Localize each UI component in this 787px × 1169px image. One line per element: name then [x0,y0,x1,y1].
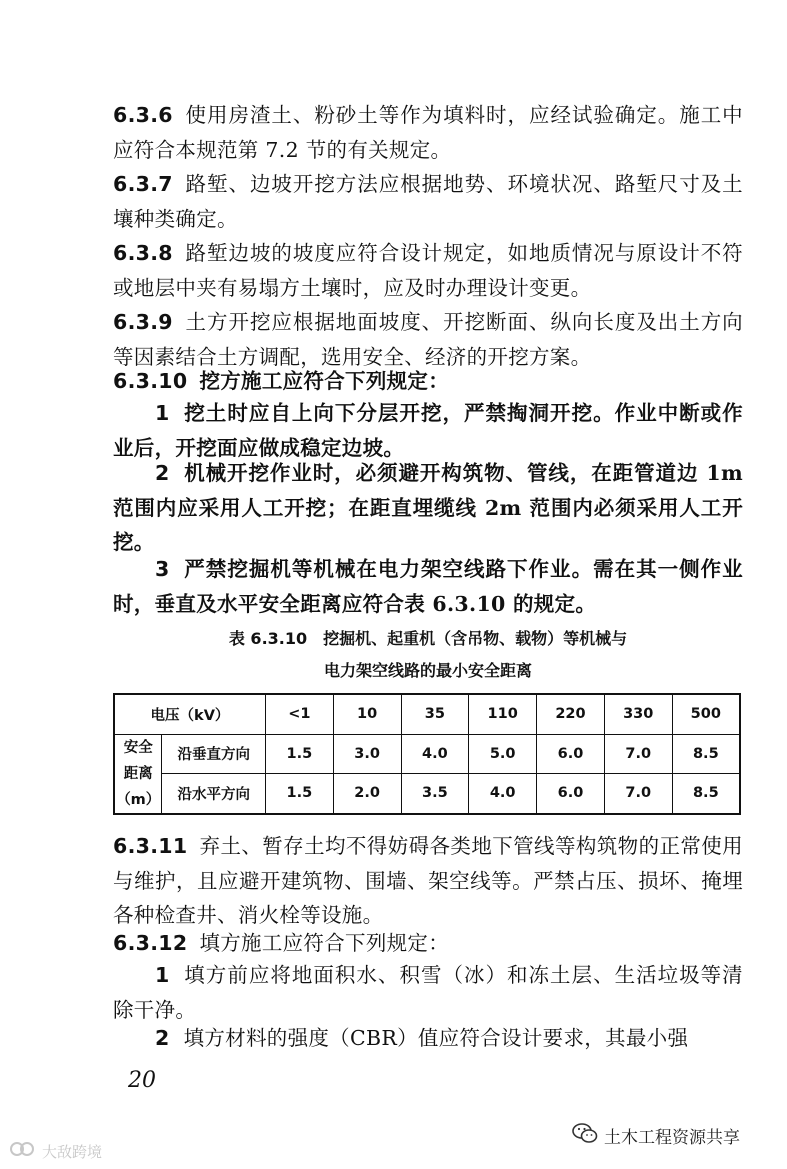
clause-6-3-10-item-1 [113,396,743,465]
item-text: 挖土时应自上向下分层开挖，严禁掏洞开挖。作业中断或作业后，开挖面应做成稳定边坡。 [113,401,743,460]
clause-6-3-11 [113,829,743,933]
voltage-cell: 330 [604,694,672,734]
row-label: 沿水平方向 [162,774,266,814]
safety-distance-label [114,734,162,814]
clause-6-3-12-item-1 [113,958,743,1027]
group-label-line: （m） [116,791,161,808]
item-text: 严禁挖掘机等机械在电力架空线路下作业。需在其一侧作业时，垂直及水平安全距离应符合表 6.3.10 的规定。 [113,557,743,616]
value-cell: 8.5 [672,734,740,774]
clause-text: 路堑、边坡开挖方法应根据地势、环境状况、路堑尺寸及土壤种类确定。 [113,172,743,231]
value-cell: 2.0 [333,774,401,814]
watermark-left [8,1140,102,1162]
value-cell: 5.0 [469,734,537,774]
clause-number: 6.3.12 [113,931,188,955]
watermark-right [572,1122,740,1149]
clause-6-3-12-item-2 [113,1021,743,1056]
value-cell: 7.0 [604,774,672,814]
voltage-cell: 10 [333,694,401,734]
voltage-cell: 110 [469,694,537,734]
voltage-cell: 35 [401,694,469,734]
table-header-row [114,694,740,734]
value-cell: 1.5 [265,774,333,814]
group-label-line: 距离 [123,765,153,782]
clause-number: 6.3.8 [113,241,173,265]
item-number: 1 [155,963,170,987]
value-cell: 3.0 [333,734,401,774]
page-number: 20 [128,1068,156,1093]
safety-distance-table [113,693,741,815]
voltage-cell: 500 [672,694,740,734]
clause-number: 6.3.6 [113,103,173,127]
table-row [114,734,740,774]
clause-text: 路堑边坡的坡度应符合设计规定，如地质情况与原设计不符或地层中夹有易塌方土壤时，应及时办理设计变更。 [113,241,743,300]
value-cell: 1.5 [265,734,333,774]
clause-text: 弃土、暂存土均不得妨碍各类地下管线等构筑物的正常使用与维护，且应避开建筑物、围墙、架空线等。严禁占压、损坏、掩埋各种检查井、消火栓等设施。 [113,834,743,927]
value-cell: 7.0 [604,734,672,774]
clause-text: 填方施工应符合下列规定： [199,931,450,955]
table-row [114,774,740,814]
clause-6-3-12 [113,926,743,961]
voltage-cell: <1 [265,694,333,734]
clause-6-3-8 [113,236,743,305]
clause-6-3-6 [113,98,743,167]
clause-6-3-10-item-2 [113,456,743,560]
watermark-left-text: 大敌跨境 [42,1142,103,1161]
item-number: 2 [155,461,170,485]
item-text: 填方材料的强度（CBR）值应符合设计要求，其最小强 [183,1026,689,1050]
clause-text: 使用房渣土、粉砂土等作为填料时，应经试验确定。施工中应符合本规范第 7.2 节的有关规定。 [113,103,743,162]
item-text: 机械开挖作业时，必须避开构筑物、管线，在距管道边 1m 范围内应采用人工开挖；在距直埋缆线 2m 范围内必须采用人工开挖。 [113,461,743,554]
item-number: 2 [155,1026,170,1050]
watermark-right-text: 土木工程资源共享 [604,1128,740,1148]
clause-6-3-7 [113,167,743,236]
clause-6-3-10 [113,364,743,399]
clause-number: 6.3.11 [113,834,188,858]
value-cell: 6.0 [537,774,605,814]
value-cell: 6.0 [537,734,605,774]
value-cell: 3.5 [401,774,469,814]
clause-6-3-10-item-3 [113,552,743,621]
value-cell: 8.5 [672,774,740,814]
wechat-icon [572,1122,598,1149]
clause-number: 6.3.7 [113,172,173,196]
group-label-line: 安全 [123,739,153,756]
item-number: 1 [155,401,170,425]
item-number: 3 [155,557,170,581]
voltage-cell: 220 [537,694,605,734]
table-caption-line-2: 电力架空线路的最小安全距离 [323,661,532,680]
clause-text: 土方开挖应根据地面坡度、开挖断面、纵向长度及出土方向等因素结合土方调配，选用安全、经济的开挖方案。 [113,310,743,369]
row-label: 沿垂直方向 [162,734,266,774]
value-cell: 4.0 [469,774,537,814]
clause-number: 6.3.10 [113,369,188,393]
table-caption-line-1: 表 6.3.10 挖掘机、起重机（含吊物、载物）等机械与 [228,629,628,648]
watermark-logo-icon [8,1140,38,1162]
clause-number: 6.3.9 [113,310,173,334]
clause-text: 挖方施工应符合下列规定： [199,369,450,393]
value-cell: 4.0 [401,734,469,774]
voltage-header: 电压（kV） [114,694,265,734]
item-text: 填方前应将地面积水、积雪（冰）和冻土层、生活垃圾等清除干净。 [113,963,743,1022]
